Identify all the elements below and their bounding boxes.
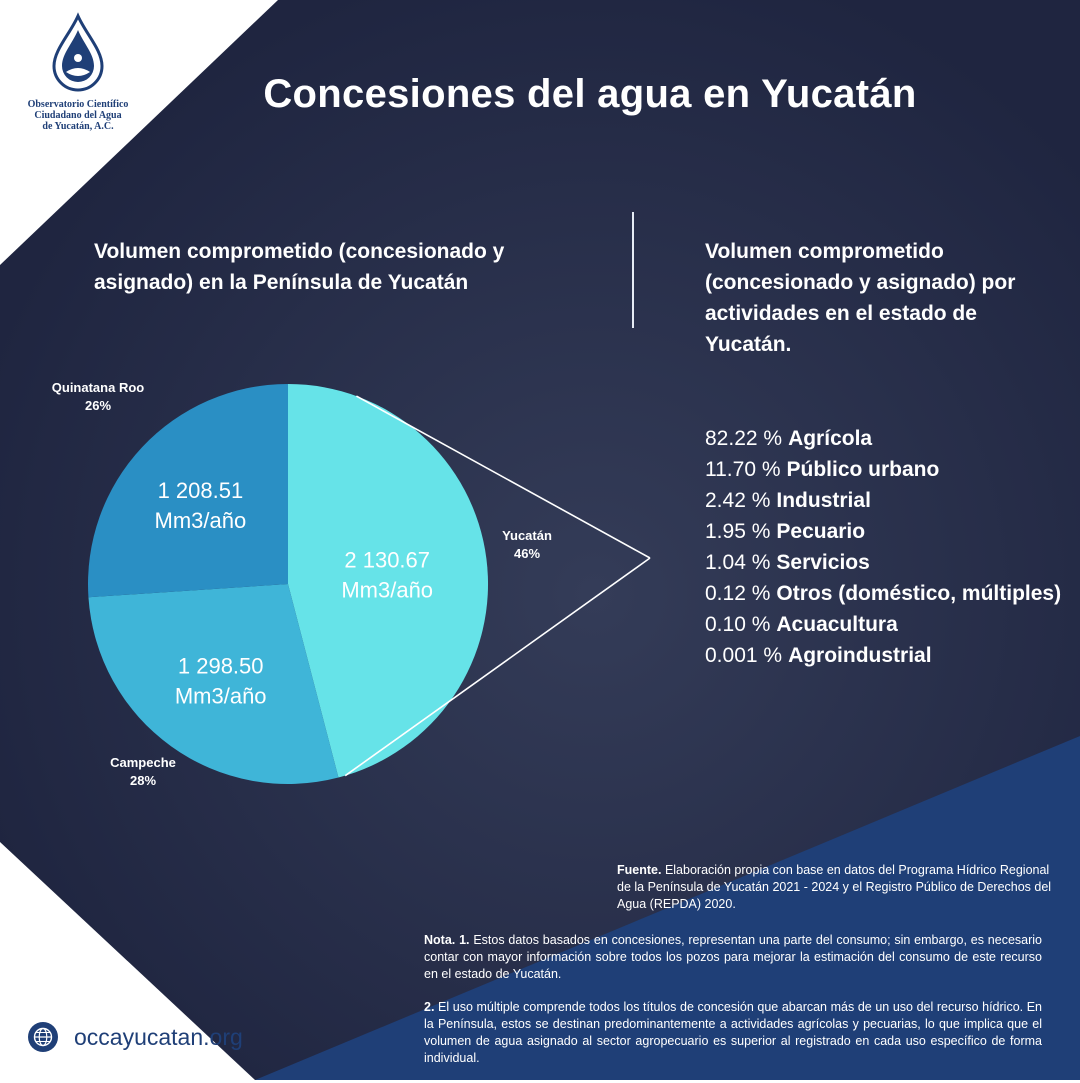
logo-line-2: Ciudadano del Agua xyxy=(34,110,122,121)
page-title: Concesiones del agua en Yucatán xyxy=(263,72,917,116)
activity-percent: 0.12 % xyxy=(705,582,771,605)
slice-unit-label: Mm3/año xyxy=(174,683,267,709)
activity-item xyxy=(705,423,1065,454)
slice-percent-label: 28% xyxy=(129,773,157,788)
note-1 xyxy=(424,932,1042,983)
note-2-text: El uso múltiple comprende todos los títulos de concesión que abarcan más de un uso del recurso hídrico. En la Península, estos se destinan predominantemente a actividades agrícolas y pecuarias, lo que implica que el volumen de agua asignado al sector agropecuario es superior al registrado en cada uso específico de forma individual. xyxy=(424,1000,1043,1065)
activity-name: Pecuario xyxy=(776,520,866,543)
notes xyxy=(424,932,1042,1083)
activity-percent: 82.22 % xyxy=(705,427,783,450)
chart-heading: Volumen comprometido (concesionado y asignado) en la Península de Yucatán xyxy=(94,240,505,294)
activity-item xyxy=(705,578,1065,609)
activity-percent: 1.04 % xyxy=(705,551,771,574)
slice-value-label: 1 208.51 xyxy=(157,478,244,503)
activity-name: Acuacultura xyxy=(776,613,898,636)
globe-icon xyxy=(28,1022,58,1052)
slice-value-label: 1 298.50 xyxy=(177,653,264,679)
activities-heading: Volumen comprometido (concesionado y asignado) por actividades en el estado de Yucatán. xyxy=(705,240,1016,356)
activity-item xyxy=(705,640,1065,671)
slice-name-label: Quinatana Roo xyxy=(51,380,145,395)
activity-item xyxy=(705,454,1065,485)
activity-name: Público urbano xyxy=(786,458,940,481)
activity-name: Agrícola xyxy=(788,427,873,450)
activity-percent: 2.42 % xyxy=(705,489,771,512)
source-note xyxy=(617,862,1057,913)
activity-name: Industrial xyxy=(776,489,871,512)
slice-name-label: Campeche xyxy=(110,755,176,770)
note-1-text: Estos datos basados en concesiones, representan una parte del consumo; sin embargo, es necesario contar con mayor información sobre todos los pozos para mejorar la estimación del consumo de este recurso en el estado de Yucatán. xyxy=(424,933,1043,981)
activity-name: Agroindustrial xyxy=(788,644,932,667)
activity-item xyxy=(705,547,1065,578)
activities-list xyxy=(705,423,1065,671)
slice-percent-label: 46% xyxy=(513,546,541,561)
logo-line-1: Observatorio Científico xyxy=(27,99,129,110)
slice-name-label: Yucatán xyxy=(502,528,552,543)
activity-item xyxy=(705,485,1065,516)
note-2 xyxy=(424,999,1042,1067)
activity-percent: 0.001 % xyxy=(705,644,783,667)
activity-item xyxy=(705,516,1065,547)
note-1-label: Nota. 1. xyxy=(424,933,470,947)
website-text[interactable]: occayucatan.org xyxy=(74,1023,243,1050)
activity-item xyxy=(705,609,1065,640)
note-2-label: 2. xyxy=(424,1000,435,1014)
slice-unit-label: Mm3/año xyxy=(154,508,247,533)
activity-percent: 11.70 % xyxy=(705,458,781,481)
slice-percent-label: 26% xyxy=(84,398,112,413)
slice-value-label: 2 130.67 xyxy=(344,547,431,573)
divider xyxy=(632,212,634,328)
pie-chart xyxy=(0,360,660,810)
activity-name: Otros (doméstico, múltiples) xyxy=(776,582,1062,605)
logo-line-3: de Yucatán, A.C. xyxy=(42,121,114,132)
activity-percent: 0.10 % xyxy=(705,613,771,636)
website-link[interactable] xyxy=(28,1022,243,1052)
activity-name: Servicios xyxy=(776,551,870,574)
source-text: Elaboración propia con base en datos del Programa Hídrico Regional de la Península de Yucatán 2021 - 2024 y el Registro Público de Derechos del Agua (REPDA) 2020. xyxy=(617,863,1052,911)
slice-unit-label: Mm3/año xyxy=(341,577,434,603)
source-label: Fuente. xyxy=(617,863,662,877)
activity-percent: 1.95 % xyxy=(705,520,771,543)
